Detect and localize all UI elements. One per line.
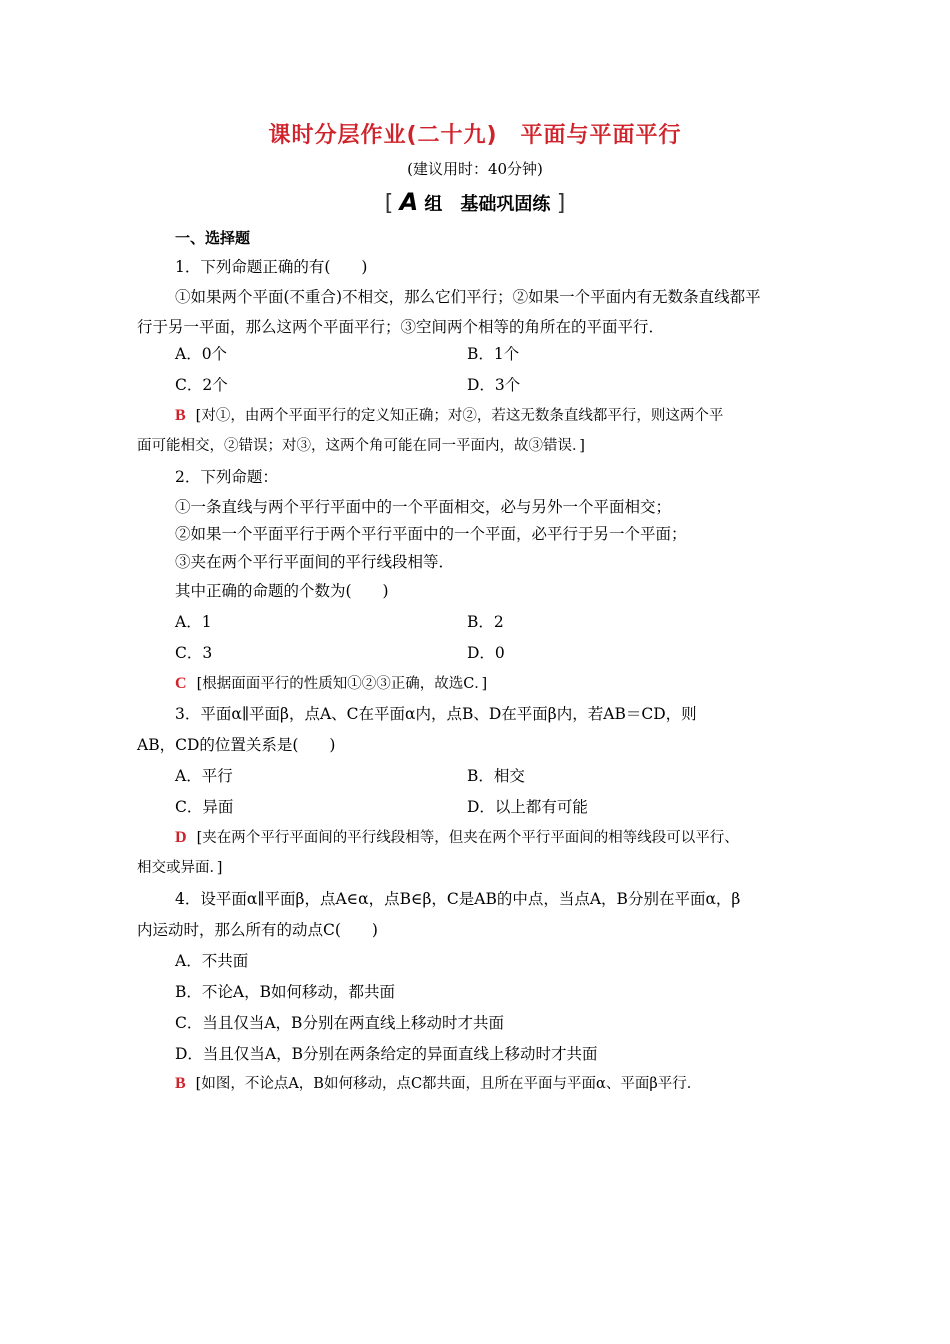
q4-stem: 4．设平面α∥平面β，点A∈α，点B∈β，C是AB的中点，当点A，B分别在平面α，β — [175, 890, 741, 908]
q2-body-line3: ③夹在两个平行平面间的平行线段相等． — [175, 553, 455, 571]
q4-option-b: B．不论A，B如何移动，都共面 — [175, 983, 395, 1001]
group-letter: A — [399, 188, 419, 216]
q3-answer: D — [175, 829, 187, 846]
q1-body-line2: 行于另一平面，那么这两个平面平行；③空间两个相等的角所在的平面平行． — [137, 318, 665, 336]
q2-body-line1: ①一条直线与两个平行平面中的一个平面相交，必与另外一个平面相交； — [175, 498, 672, 516]
group-heading — [0, 188, 950, 216]
q2-option-c: C．3 — [175, 644, 213, 662]
q4-explanation-line1: B [如图，不论点A，B如何移动，点C都共面，且所在平面与平面α、平面β平行． — [175, 1075, 702, 1092]
q1-option-a: A．0个 — [175, 345, 228, 363]
q3-option-a: A．平行 — [175, 767, 233, 785]
q1-option-b: B．1个 — [467, 345, 520, 363]
q3-stem-line2: AB，CD的位置关系是( ) — [137, 736, 336, 754]
page-title: 课时分层作业(二十九) 平面与平面平行 — [268, 123, 682, 148]
q3-explanation-line1: D [夹在两个平行平面间的平行线段相等，但夹在两个平行平面间的相等线段可以平行、 — [175, 829, 739, 846]
q4-option-d: D．当且仅当A，B分别在两条给定的异面直线上移动时才共面 — [175, 1045, 598, 1063]
q2-stem: 2．下列命题： — [175, 468, 278, 486]
bracket-left: [ — [384, 191, 394, 216]
time-suggestion: (建议用时：40分钟) — [407, 160, 543, 178]
bracket-right: ] — [556, 191, 566, 216]
q1-body-line1: ①如果两个平面(不重合)不相交，那么它们平行；②如果一个平面内有无数条直线都平 — [175, 288, 761, 306]
q4-option-c: C．当且仅当A，B分别在两直线上移动时才共面 — [175, 1014, 504, 1032]
q1-explanation-line2: 面可能相交，②错误；对③，这两个角可能在同一平面内，故③错误．] — [137, 438, 585, 454]
q2-body-line4: 其中正确的命题的个数为( ) — [175, 582, 389, 600]
q4-option-a: A．不共面 — [175, 952, 249, 970]
q2-option-b: B．2 — [467, 613, 504, 631]
q2-option-a: A．1 — [175, 613, 212, 631]
q3-stem: 3．平面α∥平面β，点A、C在平面α内，点B、D在平面β内，若AB＝CD，则 — [175, 705, 697, 723]
q3-option-c: C．异面 — [175, 798, 234, 816]
q1-stem: 1．下列命题正确的有( ) — [175, 258, 368, 276]
group-label: 组 基础巩固练 — [424, 194, 551, 215]
q1-option-d: D．3个 — [467, 376, 521, 394]
q3-option-b: B．相交 — [467, 767, 525, 785]
q4-answer: B — [175, 1075, 186, 1092]
q2-explanation-line1: C [根据面面平行的性质知①②③正确，故选C．] — [175, 675, 488, 692]
q1-option-c: C．2个 — [175, 376, 228, 394]
section-heading: 一、选择题 — [175, 229, 251, 247]
q1-answer: B — [175, 407, 186, 424]
q2-body-line2: ②如果一个平面平行于两个平行平面中的一个平面，必平行于另一个平面； — [175, 525, 687, 543]
q4-stem-line2: 内运动时，那么所有的动点C( ) — [137, 921, 378, 939]
q3-explanation-line2: 相交或异面．] — [137, 860, 223, 876]
q2-answer: C — [175, 675, 187, 692]
q2-option-d: D．0 — [467, 644, 505, 662]
q3-option-d: D．以上都有可能 — [467, 798, 588, 816]
q1-explanation-line1: B [对①，由两个平面平行的定义知正确；对②，若这无数条直线都平行，则这两个平 — [175, 407, 724, 424]
